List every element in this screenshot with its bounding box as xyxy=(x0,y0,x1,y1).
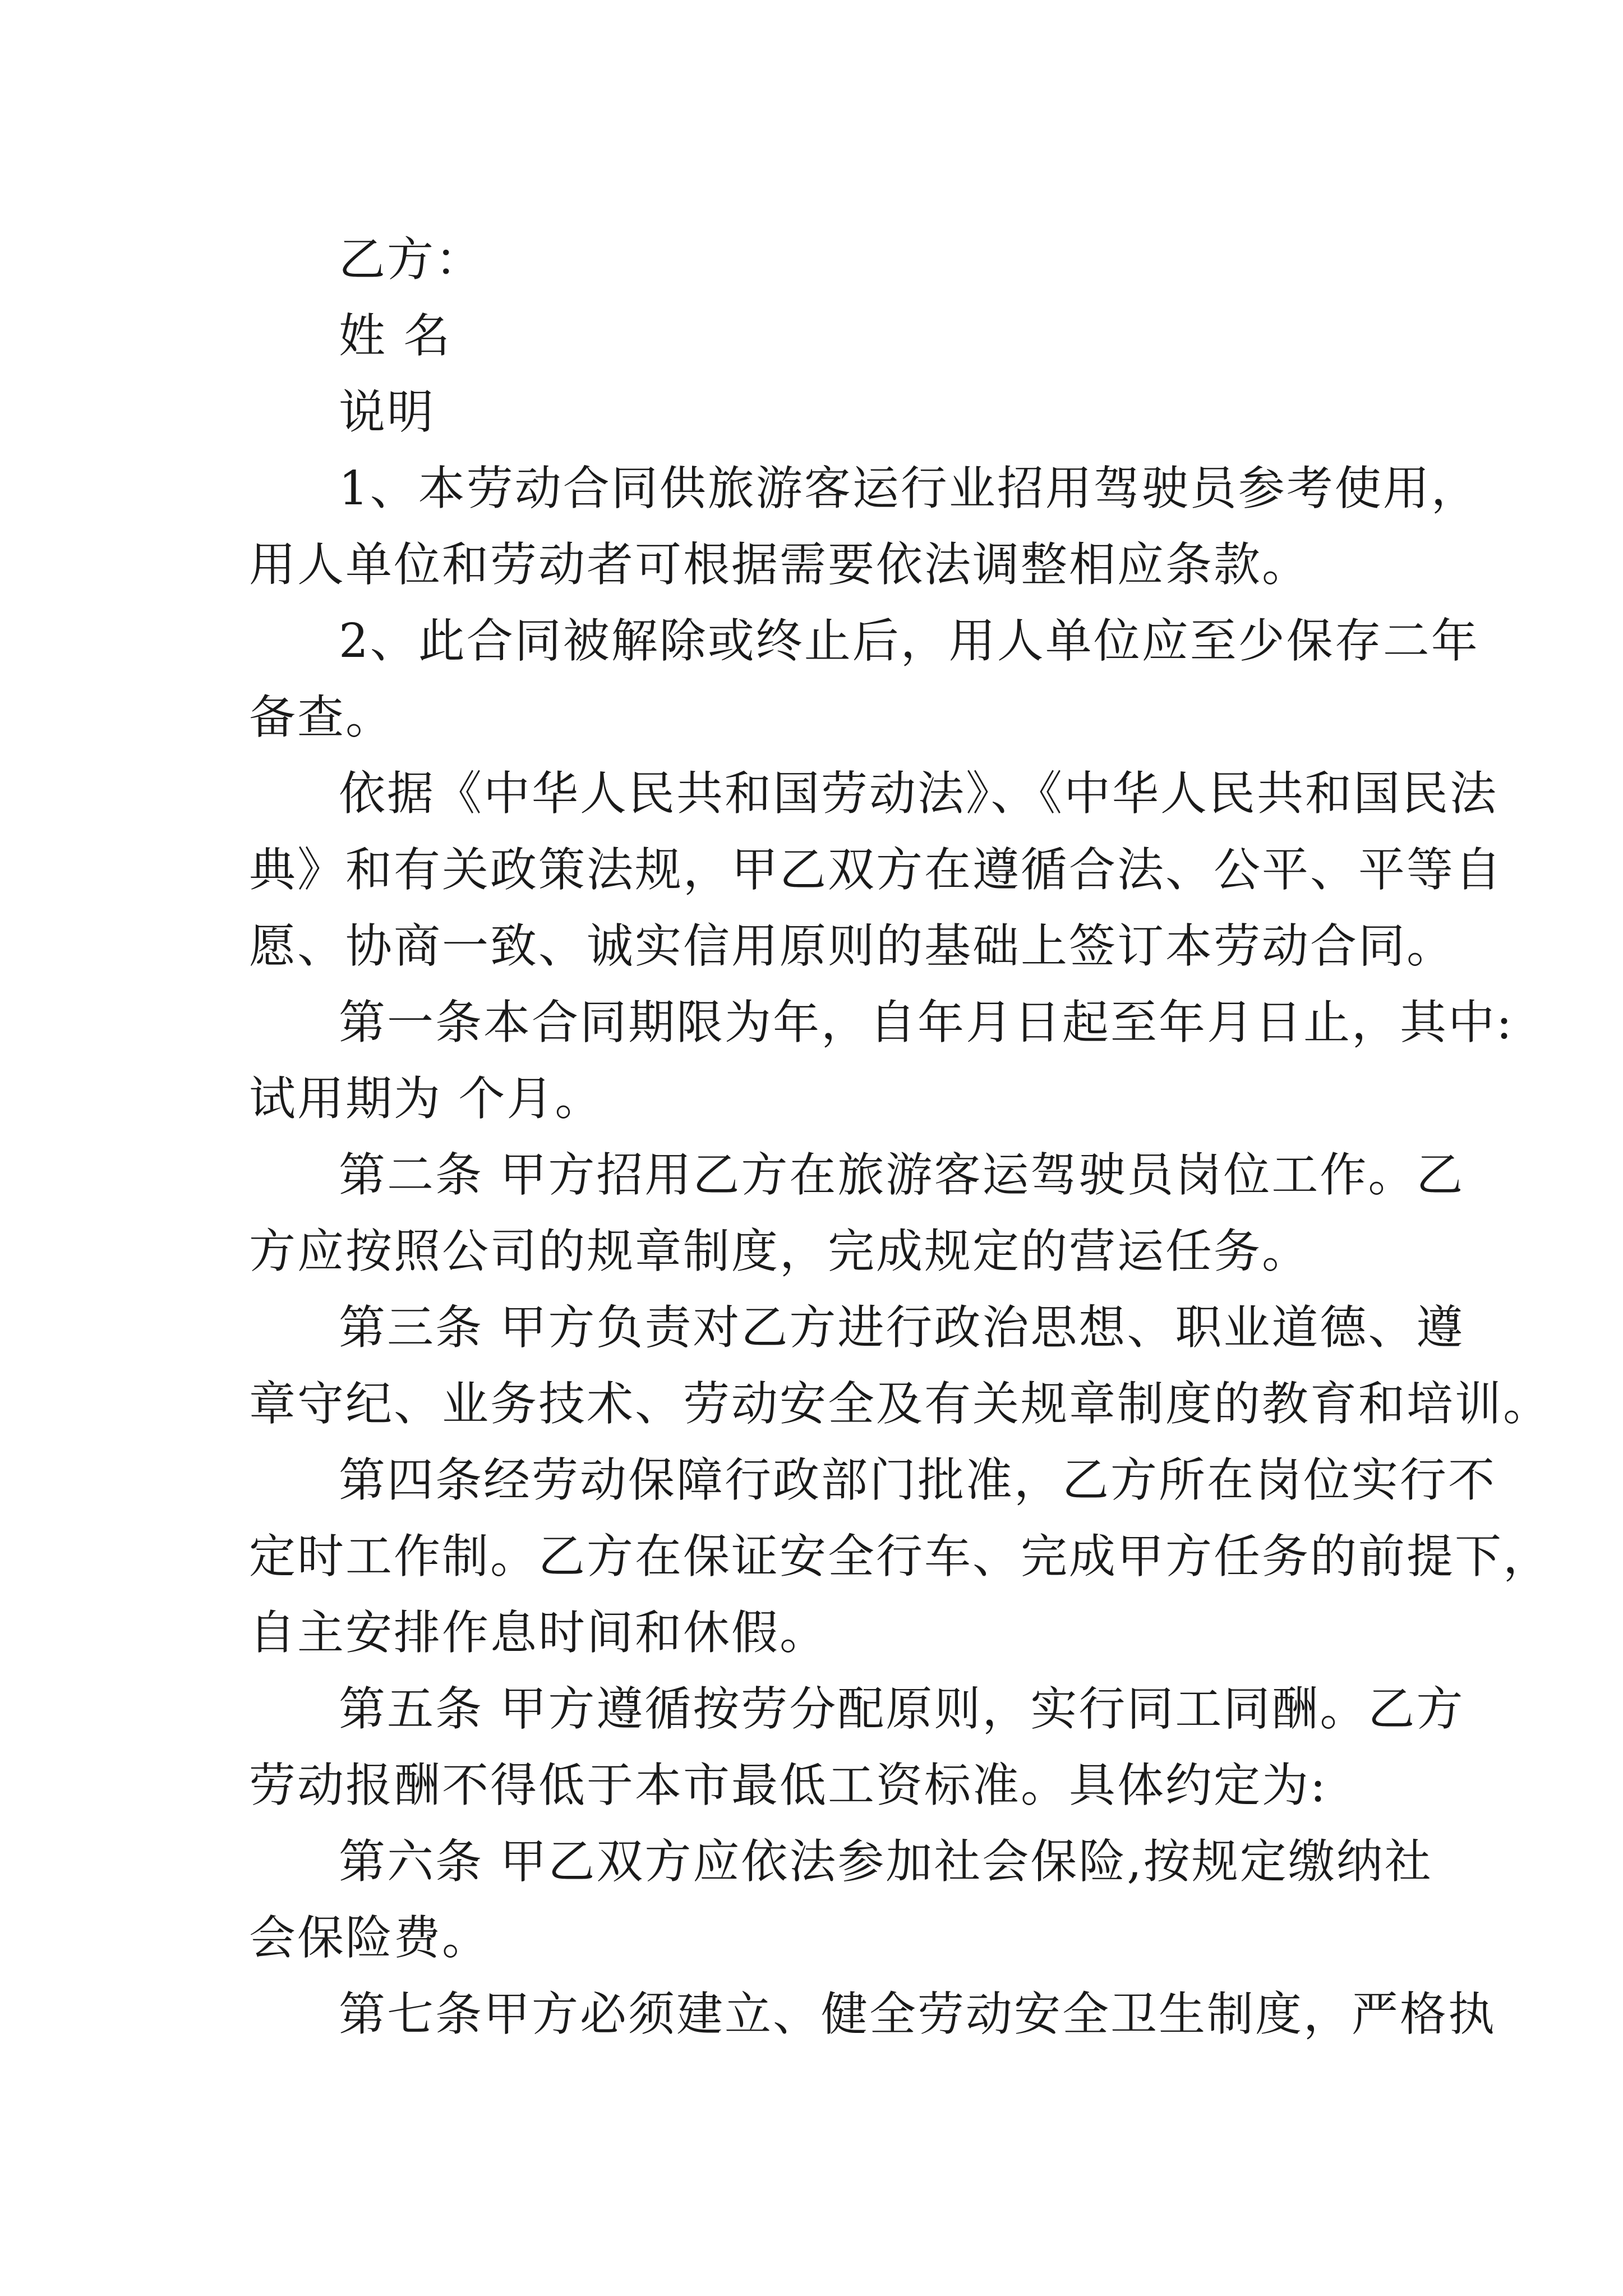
note-1-line-2: 用人单位和劳动者可根据需要依法调整相应条款。 xyxy=(249,537,1310,592)
article-6-line-1: 第六条 甲乙双方应依法参加社会保险,按规定缴纳社 xyxy=(339,1834,1433,1889)
article-2-line-1: 第二条 甲方招用乙方在旅游客运驾驶员岗位工作。乙 xyxy=(339,1148,1465,1202)
preamble-line-3: 愿、协商一致、诚实信用原则的基础上签订本劳动合同。 xyxy=(249,919,1455,973)
article-5-line-2: 劳动报酬不得低于本市最低工资标准。具体约定为: xyxy=(249,1758,1327,1812)
article-3-line-1: 第三条 甲方负责对乙方进行政治思想、职业道德、遵 xyxy=(339,1300,1465,1355)
article-1-line-1: 第一条本合同期限为年，自年月日起至年月日止，其中: xyxy=(339,995,1514,1050)
preamble-line-1: 依据《中华人民共和国劳动法》、《中华人民共和国民法 xyxy=(339,766,1498,821)
article-1-line-2: 试用期为 个月。 xyxy=(249,1071,603,1126)
article-3-line-2: 章守纪、业务技术、劳动安全及有关规章制度的教育和培训。 xyxy=(249,1377,1551,1431)
article-5-line-1: 第五条 甲方遵循按劳分配原则，实行同工同酬。乙方 xyxy=(339,1682,1465,1736)
name-label: 姓 名 xyxy=(339,309,452,363)
preamble-line-2: 典》和有关政策法规，甲乙双方在遵循合法、公平、平等自 xyxy=(249,843,1503,897)
article-4-line-3: 自主安排作息时间和休假。 xyxy=(249,1605,828,1660)
article-7-line-1: 第七条甲方必须建立、健全劳动安全卫生制度，严格执 xyxy=(339,1987,1496,2041)
note-2-line-2: 备查。 xyxy=(249,690,394,744)
article-4-line-2: 定时工作制。乙方在保证安全行车、完成甲方任务的前提下， xyxy=(249,1529,1551,1584)
article-6-line-2: 会保险费。 xyxy=(249,1911,490,1965)
note-1-line-1: 1、本劳动合同供旅游客运行业招用驾驶员参考使用， xyxy=(339,461,1479,516)
article-4-line-1: 第四条经劳动保障行政部门批准，乙方所在岗位实行不 xyxy=(339,1453,1496,1507)
party-b-label: 乙方： xyxy=(339,232,483,287)
notes-heading: 说明 xyxy=(339,385,435,439)
document-body xyxy=(249,222,1551,2053)
note-2-line-1: 2、此合同被解除或终止后，用人单位应至少保存二年 xyxy=(339,614,1479,668)
article-2-line-2: 方应按照公司的规章制度，完成规定的营运任务。 xyxy=(249,1224,1310,1278)
